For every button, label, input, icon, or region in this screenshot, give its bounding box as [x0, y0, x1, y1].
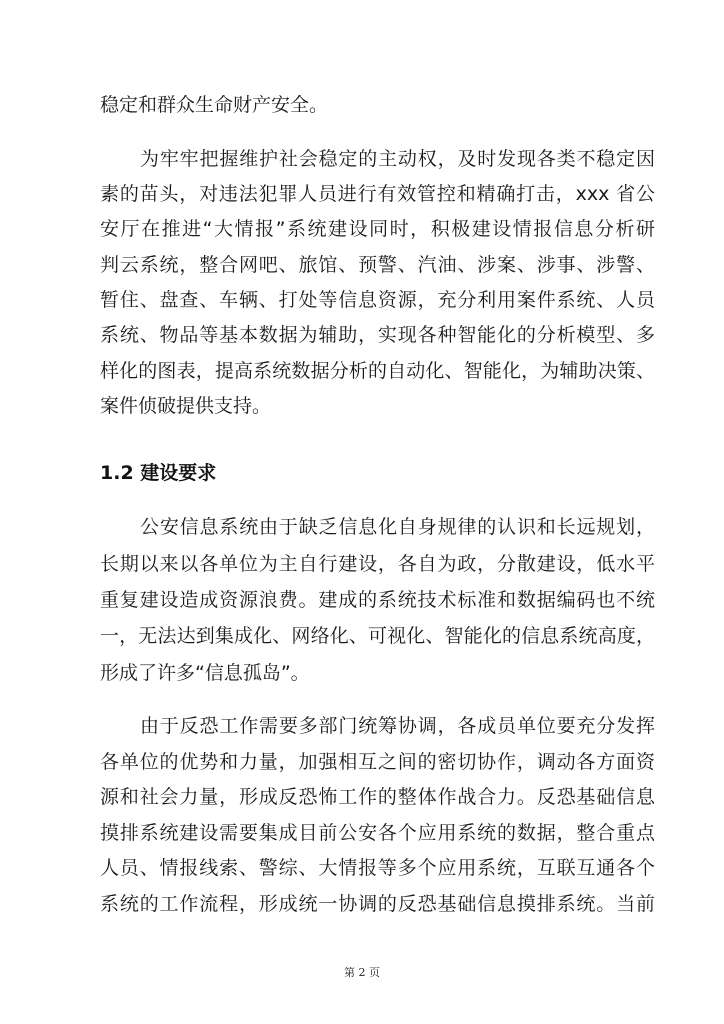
- paragraph-line: 为牢牢把握维护社会稳定的主动权，及时发现各类不稳定因: [140, 148, 655, 170]
- paragraph-line: 一，无法达到集成化、网络化、可视化、智能化的信息系统高度，: [100, 625, 655, 647]
- paragraph-line: 系统的工作流程，形成统一协调的反恐基础信息摸排系统。当前: [100, 893, 655, 915]
- intro-line: 稳定和群众生命财产安全。: [100, 94, 329, 116]
- page-number: 第 2 页: [344, 966, 380, 979]
- section-heading: 1.2 建设要求: [100, 462, 217, 484]
- paragraph-line: 形成了许多“信息孤岛”。: [100, 662, 310, 684]
- paragraph-line: 摸排系统建设需要集成目前公安各个应用系统的数据，整合重点: [100, 822, 655, 844]
- paragraph-line: 暂住、盘查、车辆、打处等信息资源，充分利用案件系统、人员: [100, 289, 655, 311]
- paragraph-line: 人员、情报线索、警综、大情报等多个应用系统，互联互通各个: [100, 857, 655, 879]
- paragraph-line: 长期以来以各单位为主自行建设，各自为政，分散建设，低水平: [100, 553, 655, 575]
- paragraph-line: 安厅在推进“大情报”系统建设同时，积极建设情报信息分析研: [100, 218, 655, 240]
- paragraph-line: 由于反恐工作需要多部门统筹协调，各成员单位要充分发挥: [140, 715, 655, 737]
- paragraph-line: 重复建设造成资源浪费。建成的系统技术标准和数据编码也不统: [100, 589, 655, 611]
- paragraph-line: 各单位的优势和力量，加强相互之间的密切协作，调动各方面资: [100, 751, 655, 773]
- paragraph-line: 素的苗头，对违法犯罪人员进行有效管控和精确打击，xxx 省公: [100, 183, 655, 205]
- paragraph-line: 判云系统，整合网吧、旅馆、预警、汽油、涉案、涉事、涉警、: [100, 254, 655, 276]
- paragraph-line: 样化的图表，提高系统数据分析的自动化、智能化，为辅助决策、: [100, 360, 655, 382]
- paragraph-line: 公安信息系统由于缺乏信息化自身规律的认识和长远规划，: [140, 516, 655, 538]
- paragraph-line: 系统、物品等基本数据为辅助，实现各种智能化的分析模型、多: [100, 324, 655, 346]
- paragraph-line: 案件侦破提供支持。: [100, 395, 272, 417]
- paragraph-line: 源和社会力量，形成反恐怖工作的整体作战合力。反恐基础信息: [100, 786, 655, 808]
